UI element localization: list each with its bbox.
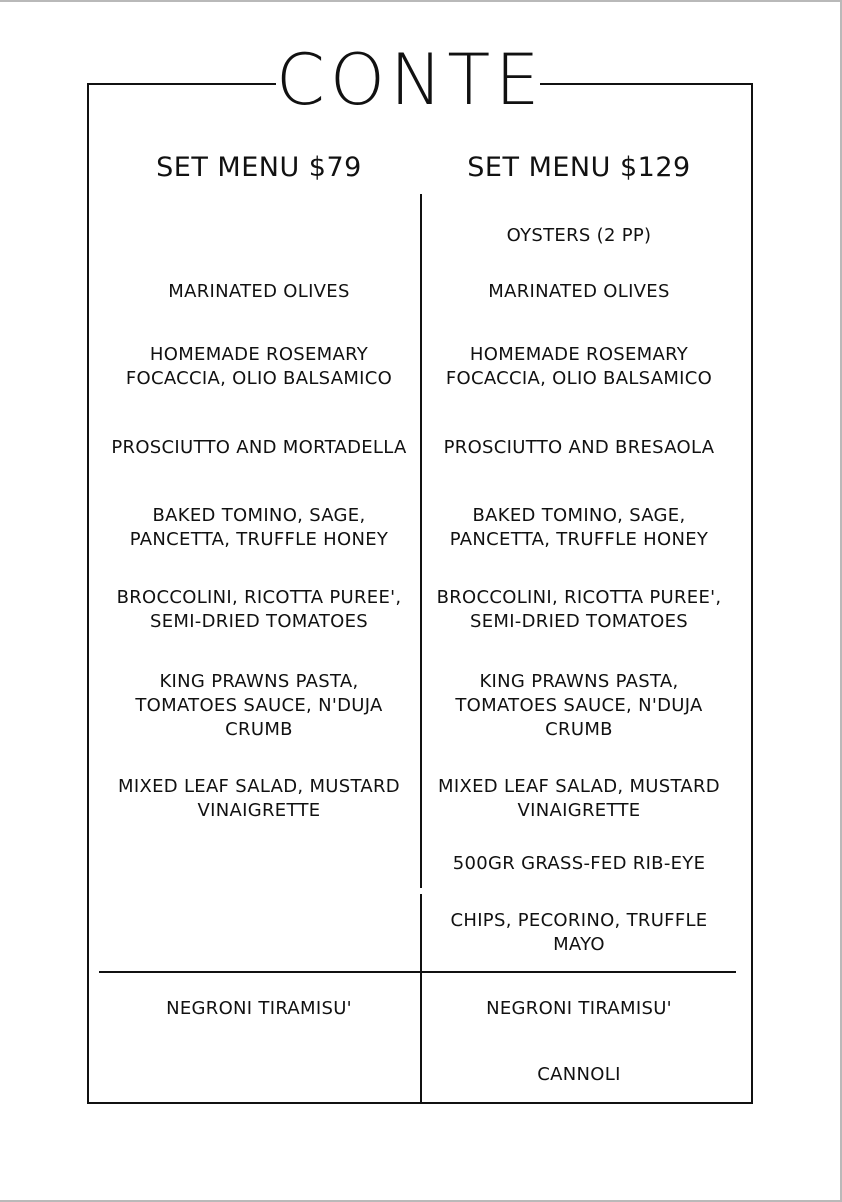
dessert-divider: [99, 971, 736, 973]
right-menu-item: OYSTERS (2 PP): [506, 225, 652, 246]
left-menu-item: BROCCOLINI, RICOTTA PUREE', SEMI-DRIED TOMATOES: [116, 587, 402, 632]
right-menu-item: MIXED LEAF SALAD, MUSTARD VINAIGRETTE: [438, 776, 720, 821]
right-menu-item: HOMEMADE ROSEMARY FOCACCIA, OLIO BALSAMICO: [445, 344, 713, 389]
left-menu-item: KING PRAWNS PASTA, TOMATOES SAUCE, N'DUJA CRUMB: [135, 671, 383, 740]
restaurant-title: CONTE: [276, 39, 545, 121]
right-menu-item: PROSCIUTTO AND BRESAOLA: [443, 437, 715, 458]
right-dessert-item: CANNOLI: [537, 1064, 621, 1085]
set-menu-129-heading: SET MENU $129: [467, 152, 691, 183]
left-menu-item: BAKED TOMINO, SAGE, PANCETTA, TRUFFLE HONEY: [129, 505, 389, 550]
left-menu-item: MARINATED OLIVES: [168, 281, 350, 302]
left-dessert-item: NEGRONI TIRAMISU': [166, 998, 352, 1019]
right-menu-item: BROCCOLINI, RICOTTA PUREE', SEMI-DRIED TOMATOES: [436, 587, 722, 632]
right-menu-item: KING PRAWNS PASTA, TOMATOES SAUCE, N'DUJA CRUMB: [455, 671, 703, 740]
set-menu-79-heading: SET MENU $79: [156, 152, 362, 183]
left-menu-item: MIXED LEAF SALAD, MUSTARD VINAIGRETTE: [118, 776, 400, 821]
right-dessert-item: NEGRONI TIRAMISU': [486, 998, 672, 1019]
left-menu-item: PROSCIUTTO AND MORTADELLA: [111, 437, 407, 458]
right-menu-item: MARINATED OLIVES: [488, 281, 670, 302]
right-menu-item: CHIPS, PECORINO, TRUFFLE MAYO: [450, 910, 708, 955]
left-menu-item: HOMEMADE ROSEMARY FOCACCIA, OLIO BALSAMICO: [125, 344, 393, 389]
right-menu-item: 500GR GRASS-FED RIB-EYE: [452, 853, 706, 874]
right-menu-item: BAKED TOMINO, SAGE, PANCETTA, TRUFFLE HONEY: [449, 505, 709, 550]
